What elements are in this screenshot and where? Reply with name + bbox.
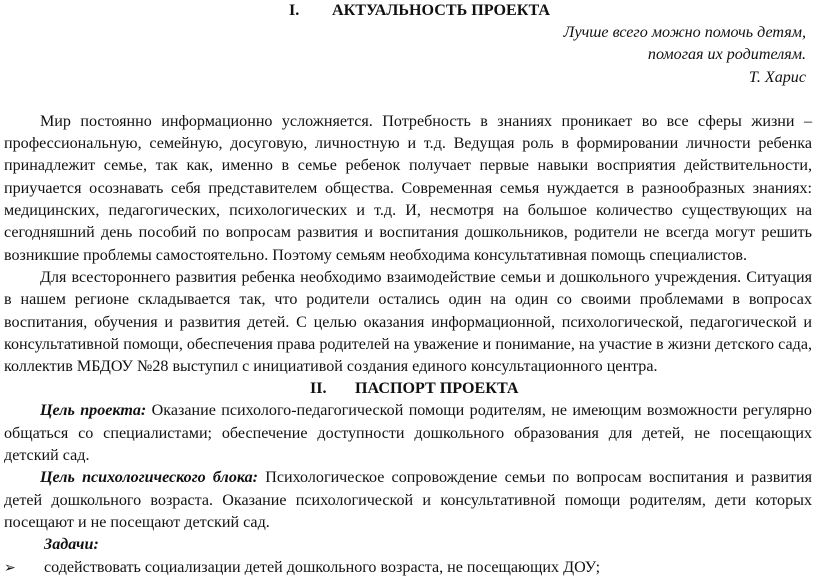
section-title: АКТУАЛЬНОСТЬ ПРОЕКТА	[332, 2, 551, 19]
goal-paragraph	[4, 400, 812, 467]
goal-text: Оказание психолого-педагогической помощи родителям, не имеющим возможности регулярно общаться со специалистами; обеспечение доступности дошкольного образования для детей, не посещающих детский сад.	[4, 402, 812, 465]
section-heading-actuality	[4, 0, 812, 22]
tasks-title: Задачи:	[44, 536, 99, 554]
section-heading-passport	[4, 378, 812, 400]
section-number: II.	[310, 380, 327, 398]
list-item	[4, 557, 812, 579]
epigraph	[4, 22, 812, 89]
blank-line	[4, 89, 812, 111]
epigraph-line: Лучше всего можно помочь детям,	[563, 24, 806, 41]
goal-label: Цель проекта:	[40, 402, 147, 420]
paragraph: Мир постоянно информационно усложняется. Потребность в знаниях проникает во все сферы жизни – профессиональную, семейную, досуговую, личностную и т.д. Ведущая роль в формировании личности ребенка принадлежит семье, так как, именно в семье ребенок получает первые навыки восприятия действительности, приучается осознавать себя представителем общества. Современная семья нуждается в разнообразных знаниях: медицинских, педагогических, психологических и т.д. И, несмотря на большое количество существующих на сегодняшний день пособий по вопросам развития и воспитания дошкольников, родители не всегда могут решить возникшие проблемы самостоятельно. Поэтому семьям необходима консультативная помощь специалистов.	[4, 112, 812, 264]
epigraph-line: помогая их родителям.	[647, 46, 806, 64]
psych-goal-text: Психологическое сопровождение семьи по вопросам воспитания и развития детей дошкольного возраста. Оказание психологической и консультативной помощи родителям, дети которых посещают и не посещают детский сад.	[4, 469, 812, 531]
section-number: I.	[289, 2, 300, 19]
psych-goal-paragraph	[4, 467, 812, 534]
epigraph-author: Т. Харис	[748, 68, 806, 86]
task-text: содействовать социализации детей дошкольного возраста, не посещающих ДОУ;	[44, 558, 601, 576]
psych-goal-label: Цель психологического блока:	[40, 469, 259, 487]
arrow-bullet-icon: ➢	[4, 559, 16, 576]
paragraph: Для всестороннего развития ребенка необходимо взаимодействие семьи и дошкольного учреждения. Ситуация в нашем регионе складывается так, что родители остались один на один со своими проблемами в вопросах воспитания, обучения и развития детей. С целью оказания информационной, психологической, педагогической и консультативной помощи, обеспечения права родителей на уважение и понимание, на участие в жизни детского сада, коллектив МБДОУ №28 выступил с инициативой создания единого консультационного центра.	[4, 268, 812, 376]
section-title: ПАСПОРТ ПРОЕКТА	[355, 380, 519, 398]
